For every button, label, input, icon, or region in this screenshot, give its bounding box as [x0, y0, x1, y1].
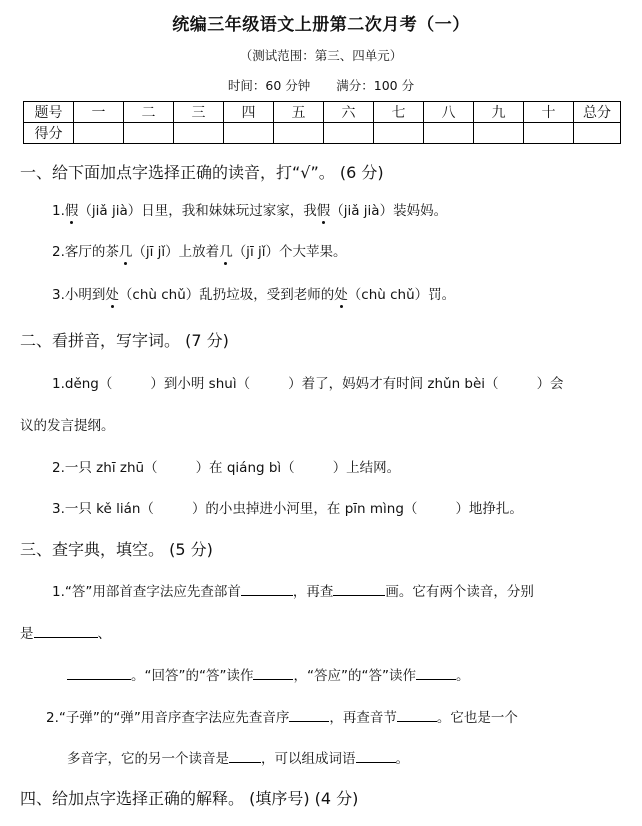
score-entry-cell[interactable] [274, 123, 324, 144]
text-run: 画。它有两个读音，分别 [385, 584, 534, 600]
table-cell: 六 [324, 102, 374, 123]
text-run: ）上结网。 [332, 460, 401, 476]
text-run: （jī jǐ）上放着 [132, 244, 220, 260]
section-3-heading: 三、查字典，填空。 (5 分) [20, 540, 213, 559]
text-run: ，可以组成词语 [261, 751, 356, 767]
score-entry-cell[interactable] [524, 123, 574, 144]
table-cell: 八 [424, 102, 474, 123]
text-run: 。 [395, 751, 409, 767]
text-run: 3.一只 kě lián（ [52, 501, 154, 517]
table-cell: 总分 [574, 102, 621, 123]
text-run: 1.“答”用部首查字法应先查部首 [52, 584, 241, 600]
answer-blank[interactable] [67, 665, 131, 680]
score-entry-cell[interactable] [574, 123, 621, 144]
question-3-1-continued [20, 622, 111, 642]
table-cell: 五 [274, 102, 324, 123]
question-1-1 [52, 199, 447, 219]
score-table-header-row [24, 102, 621, 123]
question-2-1-continued: 议的发言提纲。 [20, 418, 115, 434]
text-run: ）在 qiáng bì（ [195, 460, 295, 476]
score-entry-cell[interactable] [474, 123, 524, 144]
table-cell: 九 [474, 102, 524, 123]
dotted-char: 假 [317, 199, 331, 219]
score-table-score-row [24, 123, 621, 144]
exam-meta [0, 76, 642, 94]
text-run: 3.小明到 [52, 287, 106, 303]
text-run: （jiǎ jià）装妈妈。 [330, 203, 448, 219]
text-run: ，再查 [292, 584, 334, 600]
text-run: 2.一只 zhī zhū（ [52, 460, 158, 476]
table-cell: 三 [174, 102, 224, 123]
table-cell: 得分 [24, 123, 74, 144]
question-3-1-continued-2 [67, 664, 469, 684]
answer-blank[interactable] [241, 581, 293, 596]
question-3-2 [46, 706, 518, 726]
section-1-heading: 一、给下面加点字选择正确的读音，打“√”。 (6 分) [20, 163, 384, 182]
page-title: 统编三年级语文上册第二次月考（一） [172, 15, 470, 35]
score-entry-cell[interactable] [74, 123, 124, 144]
section-4-heading: 四、给加点字选择正确的解释。 (填序号) (4 分) [20, 789, 359, 808]
text-run: （chù chǔ）罚。 [347, 287, 456, 303]
text-run: 是 [20, 626, 34, 642]
score-entry-cell[interactable] [174, 123, 224, 144]
table-cell: 一 [74, 102, 124, 123]
answer-blank[interactable] [356, 748, 396, 763]
score-entry-cell[interactable] [224, 123, 274, 144]
text-run: ，“答应”的“答”读作 [293, 668, 416, 684]
text-run: ）地挣扎。 [455, 501, 523, 517]
text-run: 2.“子弹”的“弹”用音序查字法应先查音序 [46, 710, 290, 726]
text-run: 、 [97, 626, 111, 642]
answer-blank[interactable] [34, 623, 98, 638]
text-run: ）着了，妈妈才有时间 zhǔn bèi（ [288, 376, 499, 392]
question-3-2-continued [67, 747, 409, 767]
text-run: ）会 [536, 376, 564, 392]
section-2-heading: 二、看拼音，写字词。 (7 分) [20, 331, 229, 350]
text-run: ，再查音节 [329, 710, 397, 726]
text-run: 1.děng（ [52, 376, 113, 392]
text-run: （jiǎ jià）日里，我和妹妹玩过家家，我 [78, 203, 317, 219]
time-limit: 时间：60 分钟 [227, 78, 311, 93]
score-table [23, 101, 621, 144]
answer-blank[interactable] [253, 665, 293, 680]
question-2-2 [52, 456, 400, 476]
question-1-3 [52, 283, 455, 303]
table-cell: 七 [374, 102, 424, 123]
text-run: （jī jǐ）个大苹果。 [232, 244, 347, 260]
answer-blank[interactable] [397, 707, 437, 722]
question-3-1 [52, 580, 534, 600]
score-entry-cell[interactable] [424, 123, 474, 144]
answer-blank[interactable] [333, 581, 385, 596]
question-1-2 [52, 240, 346, 260]
score-entry-cell[interactable] [124, 123, 174, 144]
table-cell: 题号 [24, 102, 74, 123]
test-scope: （测试范围：第三、四单元） [239, 48, 403, 63]
text-run: 多音字，它的另一个读音是 [67, 751, 229, 767]
dotted-char: 假 [65, 199, 79, 219]
text-run: 。“回答”的“答”读作 [131, 668, 254, 684]
answer-blank[interactable] [289, 707, 329, 722]
text-run: （chù chǔ）乱扔垃圾，受到老师的 [118, 287, 335, 303]
score-entry-cell[interactable] [324, 123, 374, 144]
text-run: ）到小明 shuì（ [150, 376, 251, 392]
text-run: 1. [52, 203, 65, 219]
score-entry-cell[interactable] [374, 123, 424, 144]
text-run: 。 [455, 668, 470, 684]
table-cell: 四 [224, 102, 274, 123]
answer-blank[interactable] [229, 748, 261, 763]
text-run: 2.客厅的茶 [52, 244, 119, 260]
table-cell: 二 [124, 102, 174, 123]
question-2-3 [52, 497, 523, 517]
table-cell: 十 [524, 102, 574, 123]
dotted-char: 处 [105, 283, 119, 303]
text-run: ）的小虫掉进小河里，在 pīn mìng（ [191, 501, 418, 517]
dotted-char: 处 [334, 283, 348, 303]
dotted-char: 几 [219, 240, 233, 260]
full-score: 满分：100 分 [336, 78, 415, 93]
text-run: 。它也是一个 [436, 710, 518, 726]
answer-blank[interactable] [416, 665, 456, 680]
question-2-1 [52, 372, 564, 392]
dotted-char: 几 [119, 240, 133, 260]
